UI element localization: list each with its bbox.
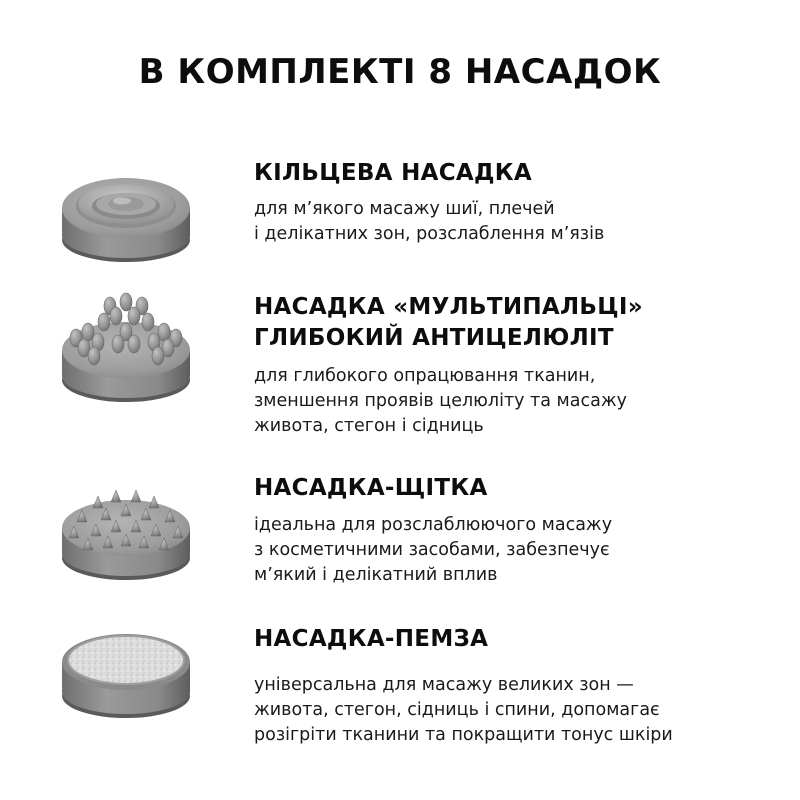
multi-finger-attachment-description-line-1: для глибокого опрацювання тканин, — [254, 366, 596, 386]
brush-attachment-description-line-3: м’який і делікатний вплив — [254, 565, 498, 585]
ring-attachment-description-line-2: і делікатних зон, розслаблення м’язів — [254, 224, 605, 244]
pumice-attachment-description-line-1: універсальна для масажу великих зон — — [254, 675, 634, 695]
brush-attachment-description-line-2: з косметичними засобами, забезпечує — [254, 540, 610, 560]
pumice-attachment-heading: НАСАДКА-ПЕМЗА — [254, 626, 489, 652]
page-title: В КОМПЛЕКТІ 8 НАСАДОК — [138, 52, 662, 92]
multi-finger-attachment-heading-line-2: ГЛИБОКИЙ АНТИЦЕЛЮЛІТ — [254, 325, 614, 351]
multi-finger-attachment-description-line-3: живота, стегон і сідниць — [254, 416, 484, 436]
ring-attachment-icon — [58, 160, 194, 260]
pumice-attachment-icon — [58, 620, 194, 720]
ring-attachment-heading: КІЛЬЦЕВА НАСАДКА — [254, 160, 532, 186]
pumice-attachment-description-line-2: живота, стегон, сідниць і спини, допомагає — [254, 700, 660, 720]
brush-attachment-icon — [58, 478, 194, 578]
multi-finger-attachment-description-line-2: зменшення проявів целюліту та масажу — [254, 391, 627, 411]
brush-attachment-heading: НАСАДКА-ЩІТКА — [254, 475, 488, 501]
multi-finger-attachment-icon — [58, 292, 194, 392]
brush-attachment-description-line-1: ідеальна для розслаблюючого масажу — [254, 515, 613, 535]
multi-finger-attachment-heading-line-1: НАСАДКА «МУЛЬТИПАЛЬЦІ» — [254, 294, 643, 320]
ring-attachment-description-line-1: для м’якого масажу шиї, плечей — [254, 199, 555, 219]
pumice-attachment-description-line-3: розігріти тканини та покращити тонус шкіри — [254, 725, 673, 745]
